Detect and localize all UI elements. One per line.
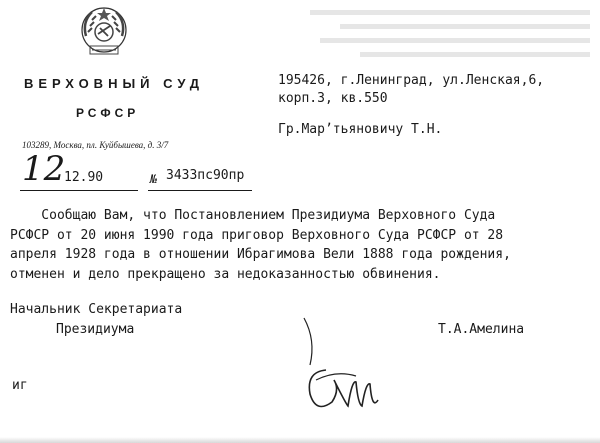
outgoing-reference: 3433пс90пр (166, 168, 245, 183)
signature-icon (296, 310, 396, 420)
bleed-through-text (300, 4, 600, 67)
body-line: РСФСР от 20 июня 1990 года приговор Верховного Суда РСФСР от 28 (10, 227, 504, 243)
number-sign: № (150, 172, 158, 186)
body-line: отменен и дело прекращено за недоказанностью обвинения. (10, 266, 441, 282)
recipient-name: Гр.Марʼтьяновичу Т.Н. (278, 122, 443, 137)
signer-name: Т.А.Амелина (438, 322, 525, 337)
signer-position-line-2: Президиума (56, 322, 135, 337)
rsfsr-coat-of-arms-icon (78, 2, 130, 58)
bleed-through-marks (300, 4, 600, 64)
address-line-2: корп.3, кв.550 (278, 91, 388, 106)
body-line: Сообщаю Вам, что Постановлением Президиума Верховного Суда (10, 208, 496, 223)
recipient-address (278, 72, 544, 108)
outgoing-month-year: 12.90 (64, 170, 104, 185)
body-line: апреля 1928 года в отношении Ибрагимова Вели 1888 года рождения, (10, 247, 511, 262)
scan-edge (0, 437, 600, 443)
date-underline (20, 190, 138, 191)
reference-underline (148, 190, 252, 191)
typist-initials: иг (12, 378, 28, 393)
court-address: 103289, Москва, пл. Куйбышева, д. 3/7 (22, 140, 169, 150)
address-line-1: 195426, г.Ленинград, ул.Ленская,6, (278, 73, 545, 88)
court-name: ВЕРХОВНЫЙ СУД (24, 76, 205, 91)
letter-body (10, 206, 511, 284)
signer-position-line-1: Начальник Секретариата (10, 302, 183, 317)
outgoing-day: 12 (22, 149, 66, 189)
republic-name: РСФСР (76, 106, 140, 120)
